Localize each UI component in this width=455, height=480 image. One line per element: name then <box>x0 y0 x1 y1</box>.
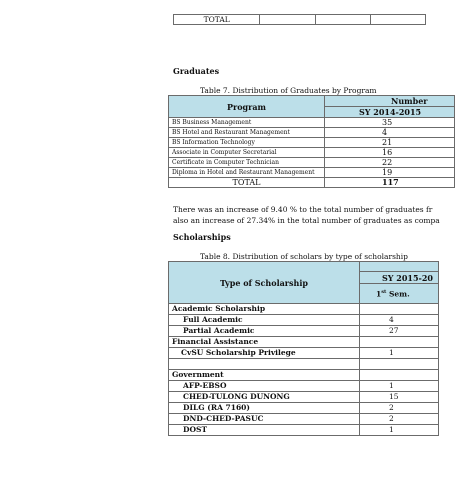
table-total-row <box>169 178 455 188</box>
program-cell: BS Information Technology <box>169 138 325 148</box>
count-cell: 2 <box>360 414 439 425</box>
number-column-header: Number <box>325 96 455 107</box>
scholarship-type-cell <box>169 359 360 370</box>
count-cell: 15 <box>360 392 439 403</box>
scholarship-type-cell: DND-CHED-PASUC <box>169 414 360 425</box>
program-cell: BS Hotel and Restaurant Management <box>169 128 325 138</box>
table-row <box>169 128 455 138</box>
count-cell <box>360 337 439 348</box>
table-row <box>169 403 439 414</box>
total-value: 117 <box>325 178 455 188</box>
number-cell: 21 <box>325 138 455 148</box>
table-row <box>169 381 439 392</box>
program-cell: Certificate in Computer Technician <box>169 158 325 168</box>
scholarship-type-cell: Academic Scholarship <box>169 304 360 315</box>
program-cell: Diploma in Hotel and Restaurant Management <box>169 168 325 178</box>
scholarship-type-cell: DOST <box>169 425 360 436</box>
count-cell: 2 <box>360 403 439 414</box>
paragraph-line: There was an increase of 9.40 % to the total number of graduates fr <box>173 205 433 214</box>
total-label: TOTAL <box>169 178 325 188</box>
number-cell: 22 <box>325 158 455 168</box>
count-cell: 1 <box>360 425 439 436</box>
table-row <box>169 138 455 148</box>
previous-table-total-row <box>173 14 426 25</box>
semester-word: Sem. <box>386 289 410 299</box>
scholarship-type-cell: Full Academic <box>169 315 360 326</box>
count-cell: 4 <box>360 315 439 326</box>
scholarship-type-cell: Financial Assistance <box>169 337 360 348</box>
semester-number: 1 <box>376 289 382 299</box>
table-row <box>169 168 455 178</box>
sy-column-header: SY 2015-20 <box>360 272 439 284</box>
count-cell: 1 <box>360 348 439 359</box>
semester-header <box>360 284 439 304</box>
semester-suffix: st <box>381 288 387 295</box>
header-spacer-cell <box>360 262 439 272</box>
scholarships-table <box>168 261 439 436</box>
number-cell: 19 <box>325 168 455 178</box>
table-row <box>169 337 439 348</box>
count-cell <box>360 359 439 370</box>
paragraph-line: also an increase of 27.34% in the total number of graduates as compa <box>173 216 440 225</box>
table-row <box>169 392 439 403</box>
graduates-heading: Graduates <box>173 66 220 76</box>
table-row <box>169 304 439 315</box>
count-cell <box>360 370 439 381</box>
table-row <box>169 359 439 370</box>
count-cell: 27 <box>360 326 439 337</box>
graduates-paragraph <box>173 204 440 226</box>
table-row <box>169 425 439 436</box>
table-row <box>169 158 455 168</box>
table-cell <box>315 15 370 25</box>
scholarships-heading: Scholarships <box>173 232 231 242</box>
scholarship-type-cell: CHED-TULONG DUNONG <box>169 392 360 403</box>
table8-caption: Table 8. Distribution of scholars by type of scholarship <box>200 252 408 261</box>
table-cell <box>370 15 425 25</box>
scholarship-type-cell: Partial Academic <box>169 326 360 337</box>
scholarships-table-body <box>169 304 439 436</box>
table-row <box>169 348 439 359</box>
sy-column-header: SY 2014-2015 <box>325 107 455 118</box>
program-cell: Associate in Computer Secretarial <box>169 148 325 158</box>
table-row <box>169 326 439 337</box>
table-row <box>169 118 455 128</box>
table-row <box>174 15 426 25</box>
number-cell: 16 <box>325 148 455 158</box>
table-header-row <box>169 96 455 107</box>
number-cell: 4 <box>325 128 455 138</box>
count-cell <box>360 304 439 315</box>
graduates-table <box>168 95 455 188</box>
table-row <box>169 370 439 381</box>
total-label: TOTAL <box>174 15 260 25</box>
table-cell <box>260 15 315 25</box>
table-row <box>169 148 455 158</box>
scholarship-type-cell: Government <box>169 370 360 381</box>
table-row <box>169 315 439 326</box>
table7-caption: Table 7. Distribution of Graduates by Program <box>200 86 377 95</box>
program-cell: BS Business Management <box>169 118 325 128</box>
count-cell: 1 <box>360 381 439 392</box>
scholarship-type-cell: AFP-EBSO <box>169 381 360 392</box>
type-column-header: Type of Scholarship <box>169 262 360 304</box>
scholarship-type-cell: DILG (RA 7160) <box>169 403 360 414</box>
program-column-header: Program <box>169 96 325 118</box>
scholarship-type-cell: CvSU Scholarship Privilege <box>169 348 360 359</box>
number-cell: 35 <box>325 118 455 128</box>
graduates-table-body <box>169 118 455 178</box>
table-row <box>169 414 439 425</box>
table-header-row <box>169 262 439 272</box>
